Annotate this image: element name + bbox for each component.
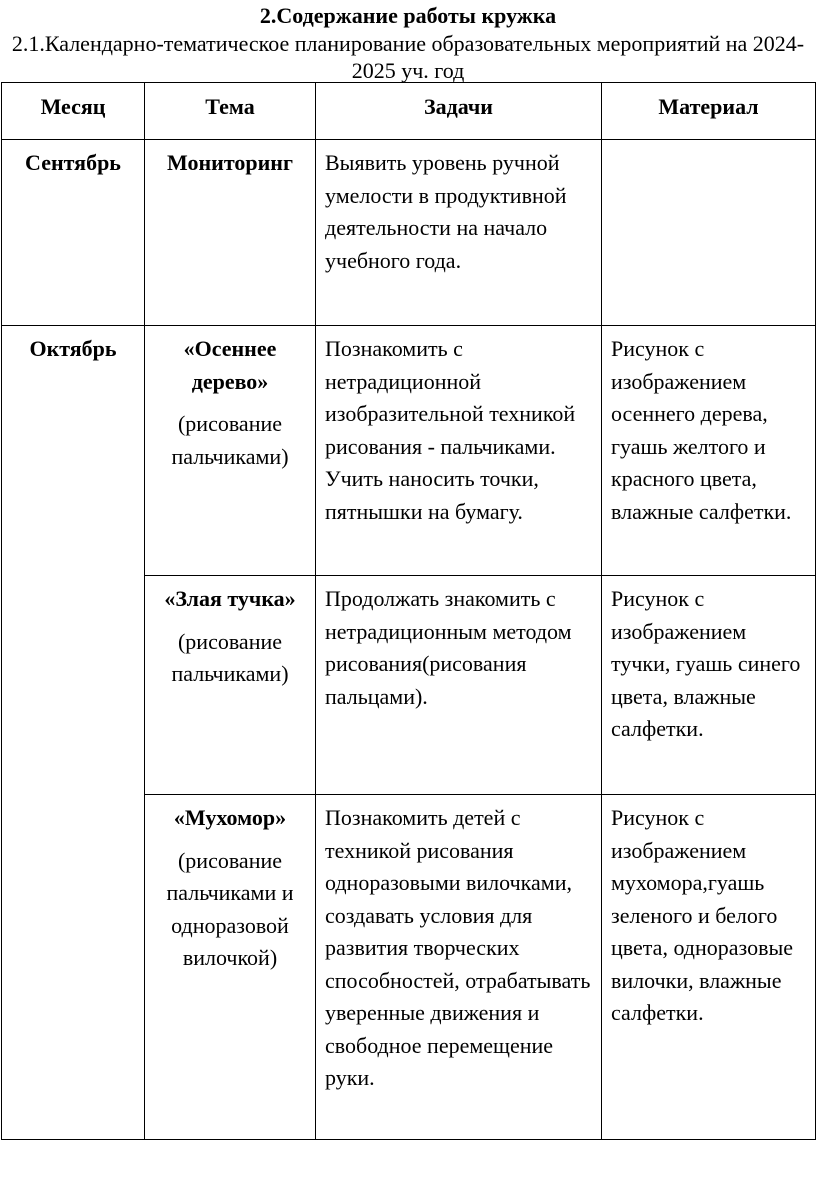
- header-month-label: Месяц: [40, 94, 106, 119]
- material-text: Рисунок с изображением мухомора,гуашь зеленого и белого цвета, одноразовые вилочки, влажные салфетки.: [611, 805, 794, 1025]
- month-cell: [2, 326, 145, 1140]
- task-text: Познакомить с нетрадиционной изобразительной техникой рисования - пальчиками. Учить наносить точки, пятнышки на бумагу.: [325, 336, 576, 524]
- month-label: Сентябрь: [25, 150, 121, 175]
- header-material-label: Материал: [658, 94, 759, 119]
- section-title: 2.Содержание работы кружка: [259, 3, 557, 28]
- topic-cell: [145, 326, 316, 576]
- table-row: [2, 326, 816, 576]
- material-cell: [602, 140, 816, 326]
- material-text: Рисунок с изображением осеннего дерева, гуашь желтого и красного цвета, влажные салфетки.: [611, 336, 792, 524]
- topic-cell: [145, 576, 316, 795]
- material-cell: [602, 576, 816, 795]
- task-text: Познакомить детей с техникой рисования одноразовыми вилочками, создавать условия для развития творческих способностей, отрабатывать уверенные движения и свободное перемещение руки.: [325, 805, 591, 1090]
- section-subtitle: 2.1.Календарно-тематическое планирование образовательных мероприятий на 2024-2025 уч. год: [11, 31, 805, 83]
- header-tasks-label: Задачи: [424, 94, 493, 119]
- planning-table: [1, 82, 816, 1140]
- task-text: Выявить уровень ручной умелости в продуктивной деятельности на начало учебного года.: [325, 150, 567, 273]
- header-tasks: [316, 83, 602, 140]
- topic-title: «Осеннее дерево»: [183, 336, 277, 394]
- task-cell: [316, 140, 602, 326]
- task-cell: [316, 576, 602, 795]
- material-text: [602, 140, 815, 147]
- topic-cell: [145, 140, 316, 326]
- topic-title: «Мухомор»: [173, 805, 287, 830]
- header-topic: [145, 83, 316, 140]
- material-text: Рисунок с изображением тучки, гуашь синего цвета, влажные салфетки.: [611, 586, 801, 741]
- table-header-row: [2, 83, 816, 140]
- task-cell: [316, 326, 602, 576]
- header-material: [602, 83, 816, 140]
- task-text: Продолжать знакомить с нетрадиционным методом рисования(рисования пальцами).: [325, 586, 572, 709]
- topic-title: Мониторинг: [167, 150, 293, 175]
- month-label: Октябрь: [29, 336, 117, 361]
- task-cell: [316, 795, 602, 1140]
- topic-subtitle: (рисование пальчиками): [171, 411, 289, 469]
- topic-cell: [145, 795, 316, 1140]
- topic-subtitle: (рисование пальчиками): [171, 628, 289, 686]
- table-row: [2, 140, 816, 326]
- material-cell: [602, 326, 816, 576]
- topic-subtitle: (рисование пальчиками и одноразовой вилочкой): [166, 847, 294, 970]
- topic-title: «Злая тучка»: [164, 586, 296, 611]
- material-cell: [602, 795, 816, 1140]
- month-cell: [2, 140, 145, 326]
- header-topic-label: Тема: [205, 94, 255, 119]
- header-month: [2, 83, 145, 140]
